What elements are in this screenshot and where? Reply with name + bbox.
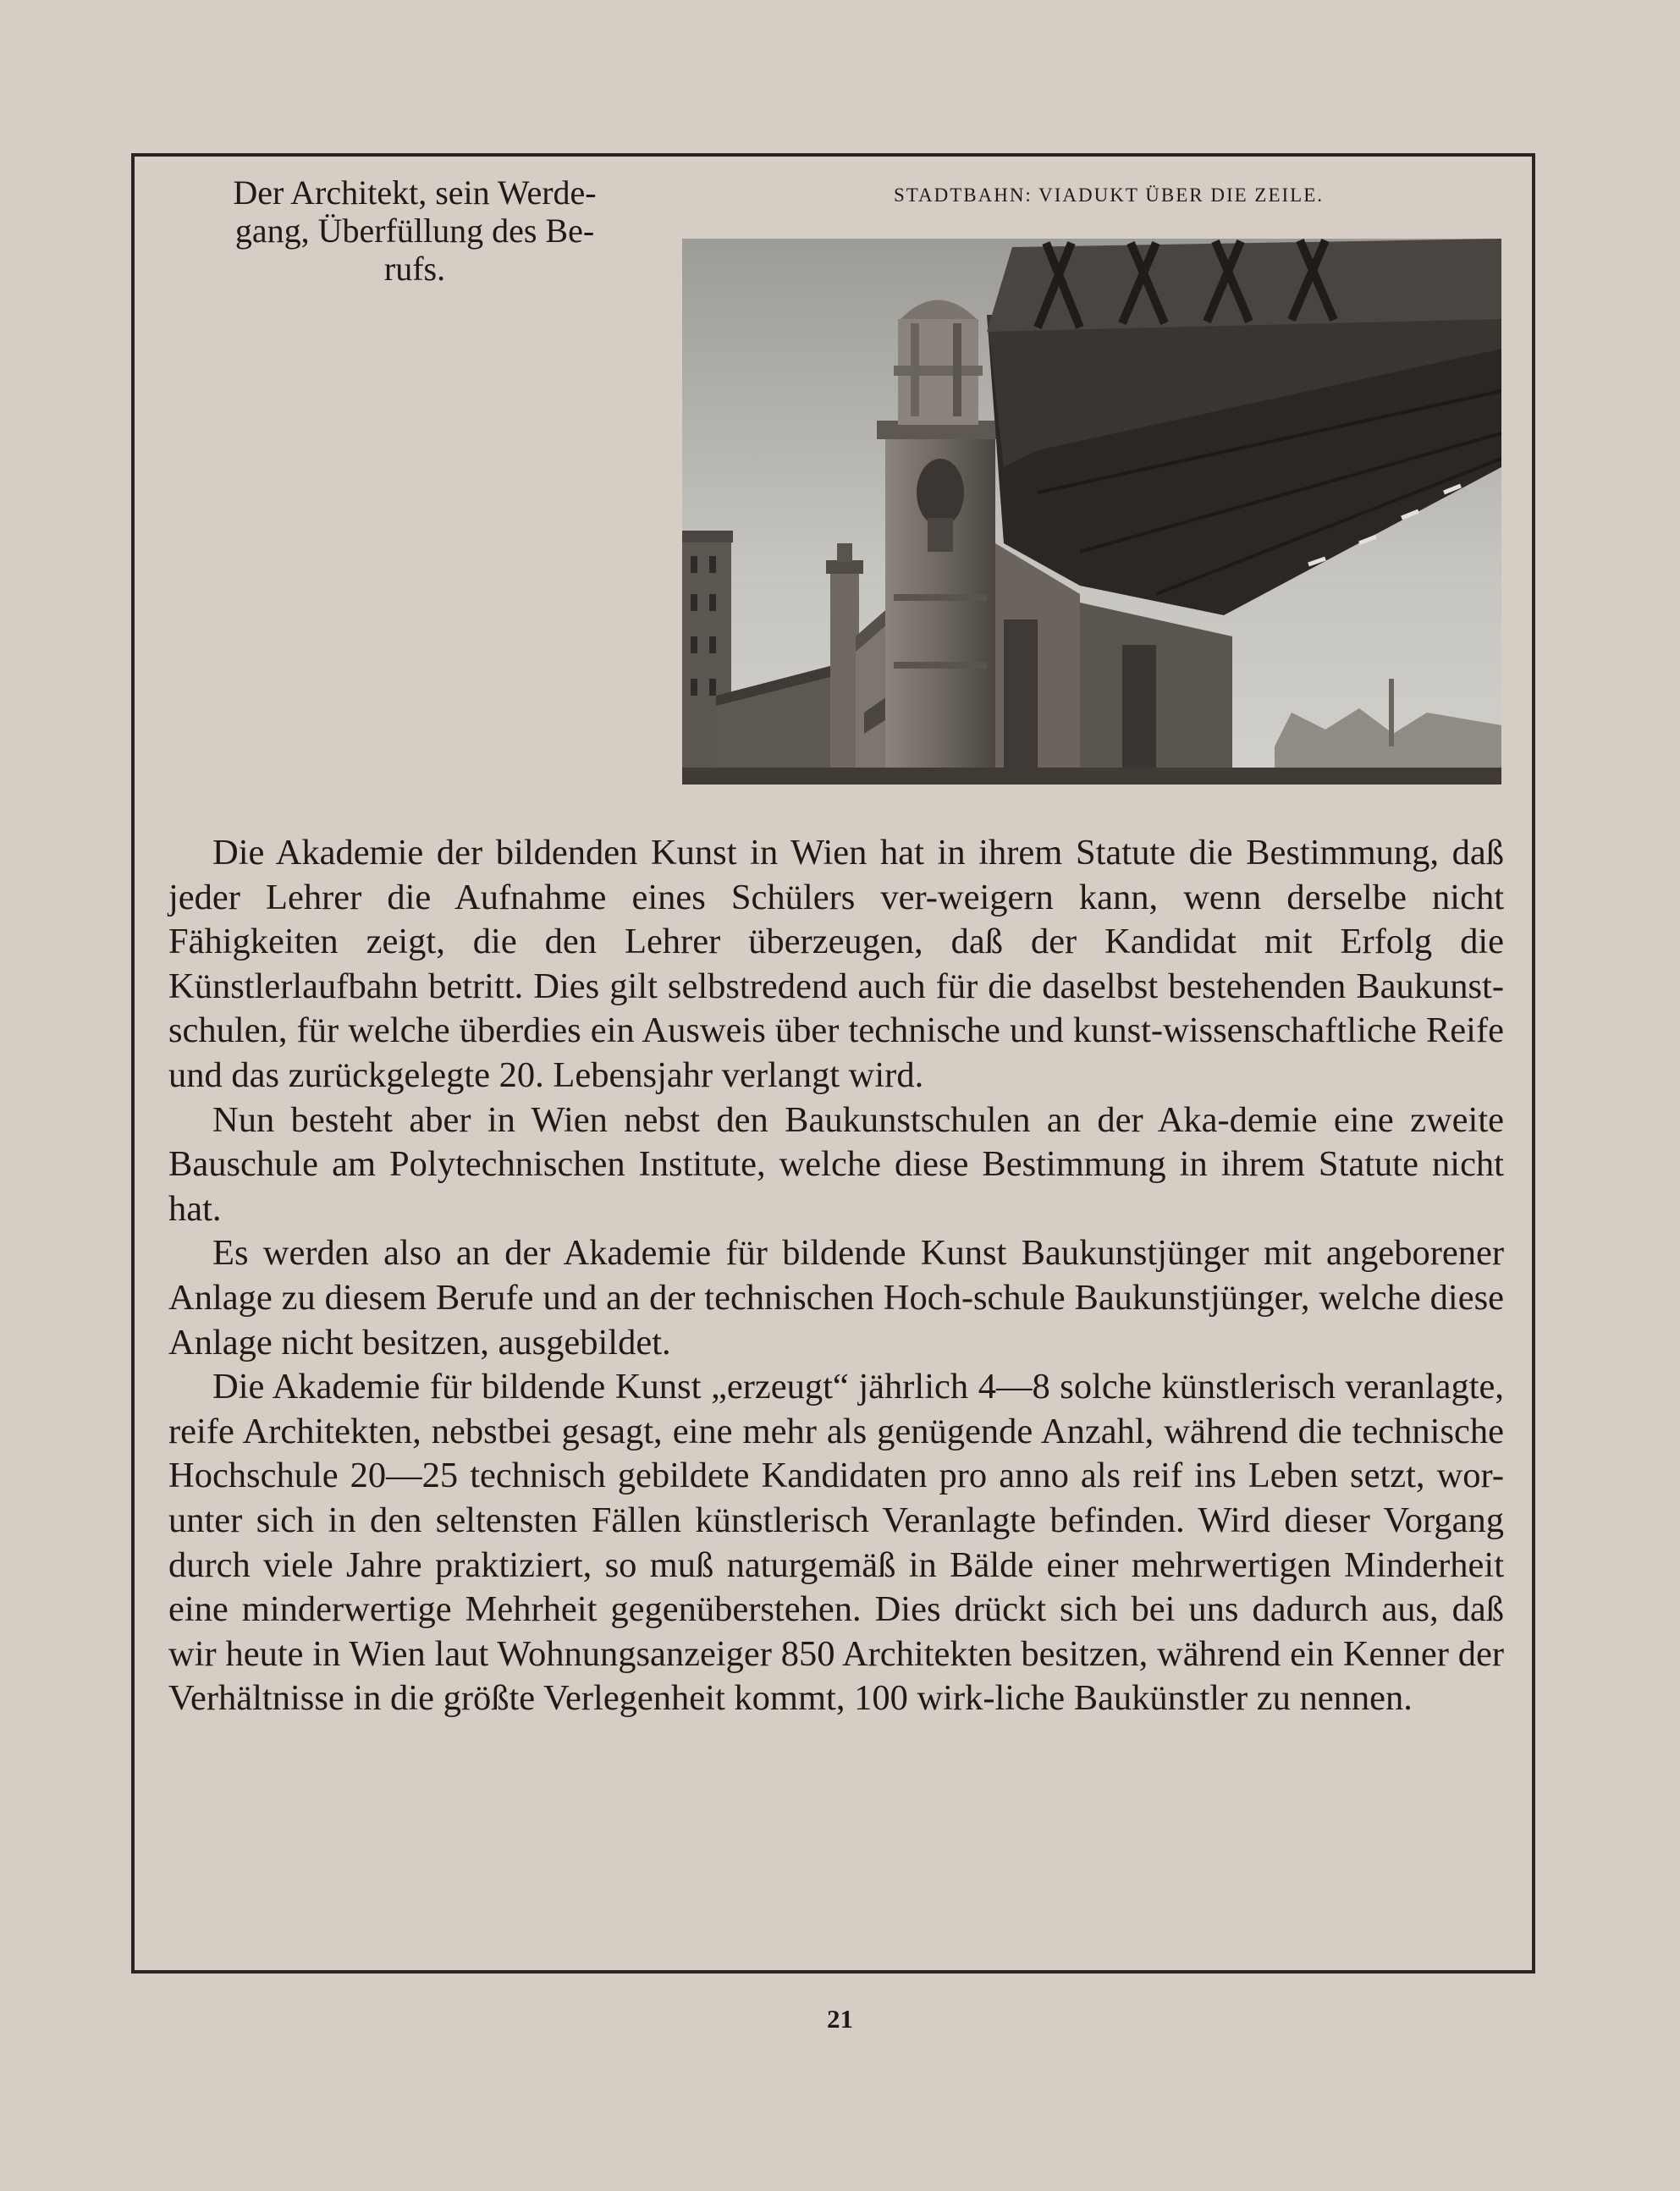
paragraph-2: Nun besteht aber in Wien nebst den Baukunstschulen an der Aka-demie eine zweite Bauschule am Polytechnischen Institute, welche diese Bestimmung in ihrem Statute nicht hat. — [168, 1099, 1504, 1229]
paragraph-1: Die Akademie der bildenden Kunst in Wien hat in ihrem Statute die Bestimmung, daß jeder Lehrer die Aufnahme eines Schülers ver-weigern kann, wenn derselbe nicht Fähigkeiten zeigt, die den Lehrer überzeugen, daß der Kandidat mit Erfolg die Künstlerlaufbahn betritt. Dies gilt selbstredend auch für die daselbst bestehenden Baukunst-schulen, für welche überdies ein Ausweis über technische und kunst-wissenschaftliche Reife und das zurückgelegte 20. Lebensjahr verlangt wird. — [168, 833, 1504, 1095]
body-text — [168, 831, 1504, 1721]
viaduct-photo — [682, 239, 1501, 784]
side-heading-line-2: gang, Überfüllung des Be- — [234, 212, 595, 250]
page-number: 21 — [827, 2004, 853, 2034]
paragraph-3: Es werden also an der Akademie für bildende Kunst Baukunstjünger mit angeborener Anlage zu diesem Berufe und an der technischen Hoch-schule Baukunstjünger, welche diese Anlage nicht besitzen, ausgebildet. — [168, 1233, 1504, 1362]
figure-caption: STADTBAHN: VIADUKT ÜBER DIE ZEILE. — [893, 184, 1325, 206]
side-heading-line-1: Der Architekt, sein Werde- — [233, 173, 597, 212]
side-heading-line-3: rufs. — [383, 250, 446, 288]
paragraph-4: Die Akademie für bildende Kunst „erzeugt“ jährlich 4—8 solche künstlerisch veranlagte, reife Architekten, nebstbei gesagt, eine mehr als genügende Anzahl, während die technische Hochschule 20—25 technisch gebildete Kandidaten pro anno als reif ins Leben setzt, wor-unter sich in den seltensten Fällen künstlerisch Veranlagte befinden. Wird dieser Vorgang durch viele Jahre praktiziert, so muß naturgemäß in Bälde einer mehrwertigen Minderheit eine minderwertige Mehrheit gegenüberstehen. Dies drückt sich bei uns dadurch aus, daß wir heute in Wien laut Wohnungsanzeiger 850 Architekten besitzen, während ein Kenner der Verhältnisse in die größte Verlegenheit kommt, 100 wirk-liche Baukünstler zu nennen. — [168, 1367, 1504, 1719]
viaduct-photo-illustration — [682, 239, 1501, 784]
side-heading — [174, 173, 656, 288]
